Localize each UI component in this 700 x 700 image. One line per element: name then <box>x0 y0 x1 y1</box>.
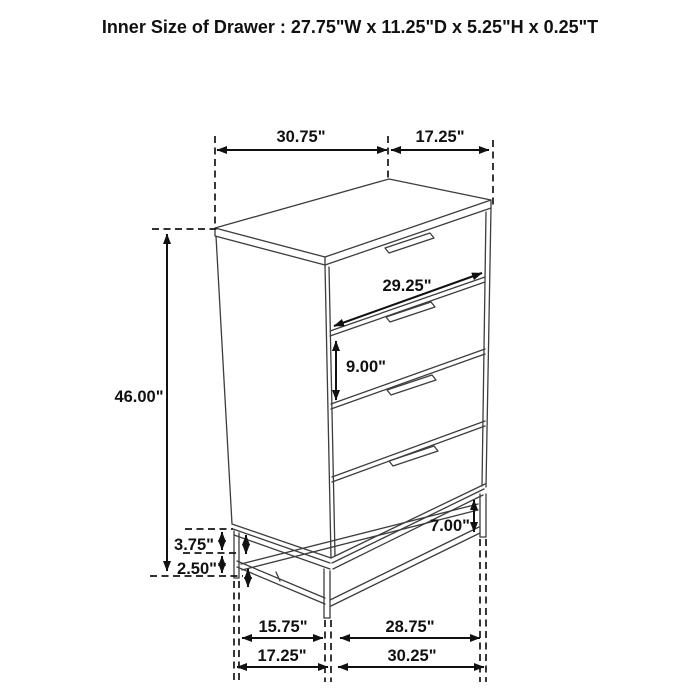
chest-top-face <box>215 179 491 257</box>
chest-top-front-thickness <box>325 200 491 265</box>
dim-label-drawer-width: 29.25" <box>382 277 432 295</box>
base-frame <box>233 489 486 618</box>
chest-back-left-edge <box>216 236 232 524</box>
drawer-dividers <box>330 277 485 482</box>
dim-label-footprint-width: 30.25" <box>387 647 437 665</box>
chest-front-right-edge <box>486 208 491 487</box>
dim-label-overall-height: 46.00" <box>114 388 164 406</box>
dim-label-leg-clearance: 7.00" <box>430 517 470 535</box>
dim-label-footprint-depth: 17.25" <box>257 647 307 665</box>
drawer-handles <box>385 233 438 466</box>
dim-label-base-upper: 3.75" <box>174 536 214 554</box>
chest-outline <box>215 179 491 618</box>
dim-label-base-lower: 2.50" <box>177 560 217 578</box>
chest-top-left-thickness <box>215 228 325 265</box>
dim-label-leg-span-depth: 15.75" <box>258 618 308 636</box>
drawer-4-handle <box>389 446 438 466</box>
dim-label-leg-span-width: 28.75" <box>385 618 435 636</box>
dim-label-drawer-height: 9.00" <box>346 358 386 376</box>
diagram-title: Inner Size of Drawer : 27.75"W x 11.25"D x 5.25"H x 0.25"T <box>101 17 599 37</box>
drawer-3-handle <box>387 375 436 395</box>
dim-label-top-depth: 17.25" <box>415 128 465 146</box>
stretcher-bracket <box>276 572 280 581</box>
dim-label-top-width: 30.75" <box>276 128 326 146</box>
extension-lines <box>150 136 493 682</box>
